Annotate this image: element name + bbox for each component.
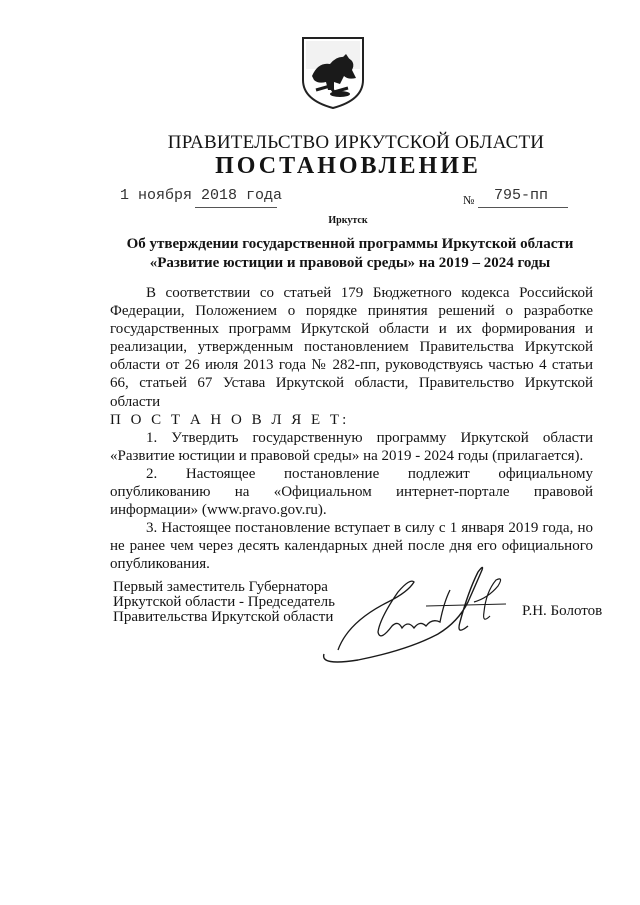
item-2: 2. Настоящее постановление подлежит официальному опубликованию на «Официальном интернет-портале правовой информации» (www.pravo.gov.ru). <box>110 465 593 519</box>
decree-body <box>110 284 593 574</box>
item-3: 3. Настоящее постановление вступает в силу с 1 января 2019 года, но не ранее чем через десять календарных дней после дня его официального опубликования. <box>110 520 593 573</box>
decree-type-title: ПОСТАНОВЛЕНИЕ <box>215 153 481 179</box>
item-1: 1. Утвердить государственную программу Иркутской области «Развитие юстиции и правовой среды» на 2019 - 2024 годы (прилагается). <box>110 429 593 464</box>
position-line-2: Иркутской области - Председатель <box>113 594 335 610</box>
position-line-1: Первый заместитель Губернатора <box>113 579 328 595</box>
number-underline <box>478 207 568 208</box>
decree-date: 1 ноября 2018 года <box>120 187 283 204</box>
government-name: ПРАВИТЕЛЬСТВО ИРКУТСКОЙ ОБЛАСТИ <box>167 132 545 153</box>
decree-subject <box>110 235 590 273</box>
subject-line-1: Об утверждении государственной программы Иркутской области <box>126 236 574 252</box>
preamble-paragraph: В соответствии со статьей 179 Бюджетного кодекса Российской Федерации, Положением о порядке принятия решений о разработке государственных программ Иркутской области и их формирования и реализации, утвержденным постановлением Правительства Иркутской области от 26 июля 2013 года № 282-пп, руководствуясь частью 4 статьи 66, статьей 67 Устава Иркутской области, Правительство Иркутской области <box>110 285 593 410</box>
position-line-3: Правительства Иркутской области <box>113 609 334 625</box>
signer-name: Р.Н. Болотов <box>522 603 603 619</box>
decree-number: 795-пп <box>494 187 549 204</box>
date-underline <box>195 207 277 208</box>
number-label: № <box>463 193 475 207</box>
subject-line-2: «Развитие юстиции и правовой среды» на 2019 – 2024 годы <box>149 255 551 271</box>
resolves-word: П О С Т А Н О В Л Я Е Т: <box>110 411 350 428</box>
irkutsk-coat-of-arms-icon <box>300 34 366 110</box>
signer-position <box>113 580 335 625</box>
handwritten-signature <box>318 562 518 672</box>
city-name: Иркутск <box>328 215 368 226</box>
